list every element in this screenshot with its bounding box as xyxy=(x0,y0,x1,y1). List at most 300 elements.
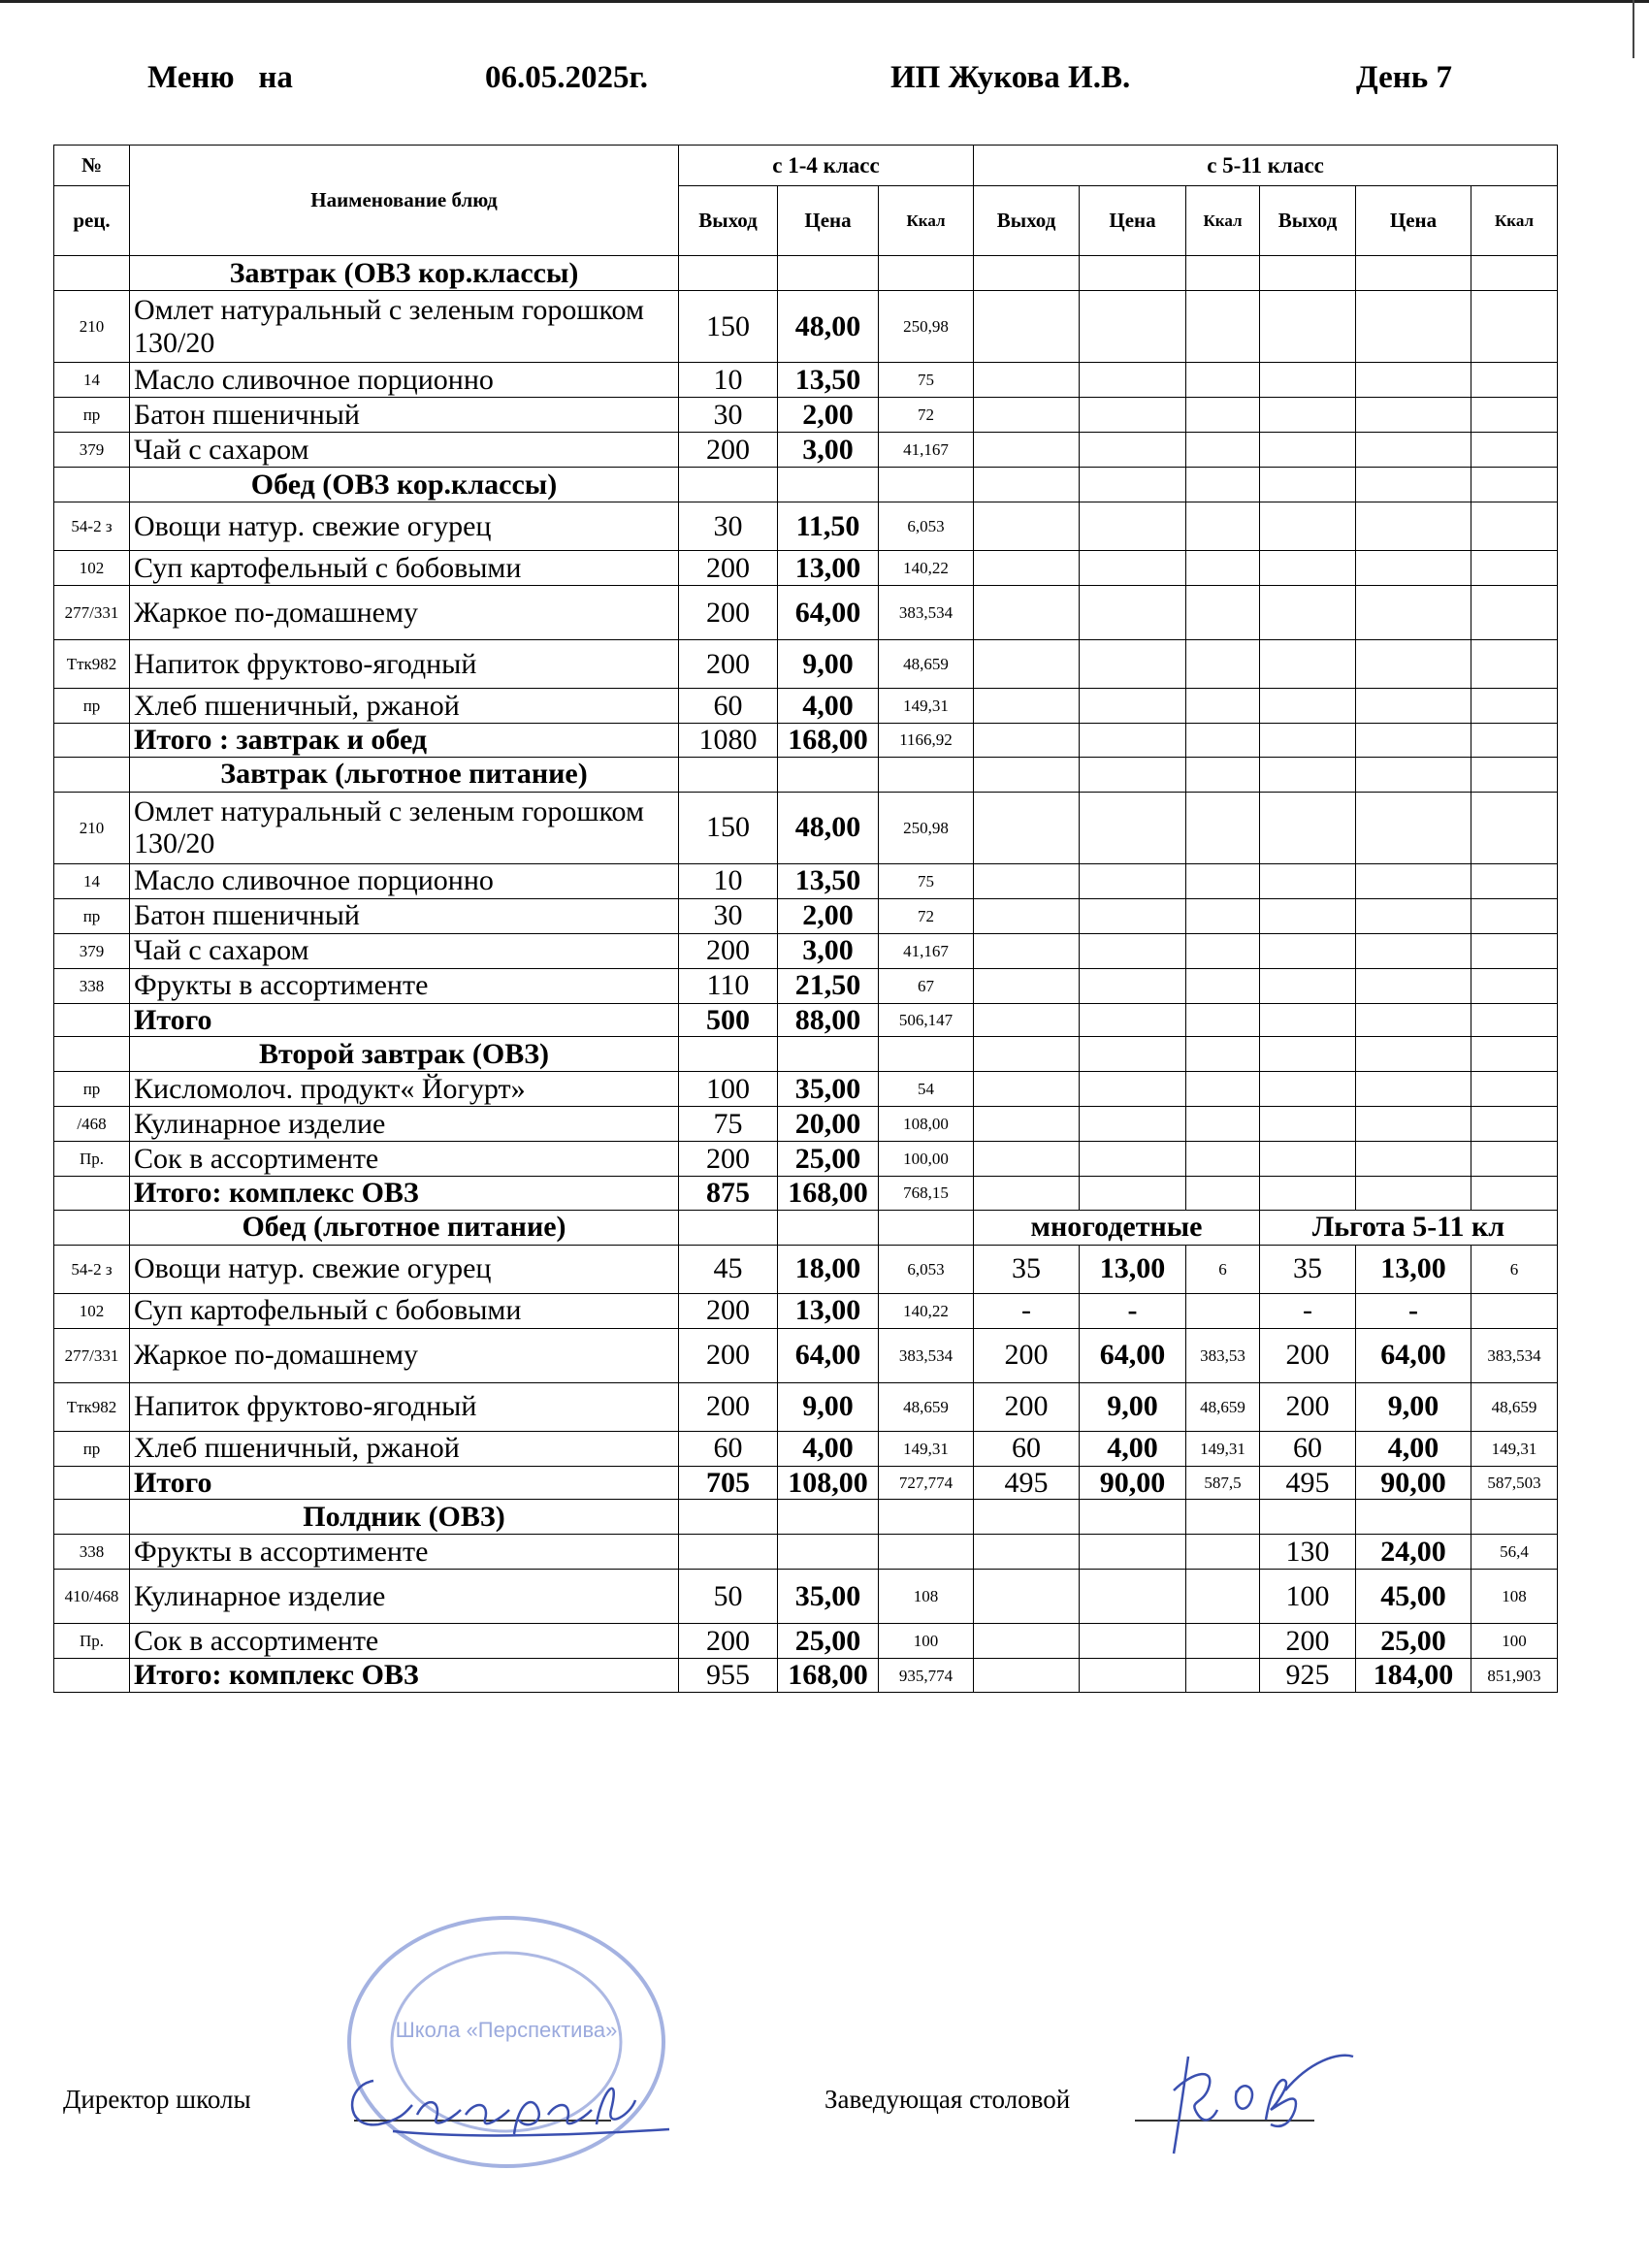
kcal-cell: 41,167 xyxy=(879,933,974,968)
price-cell xyxy=(1356,1177,1471,1211)
dish-row xyxy=(54,502,1558,551)
menu-date: 06.05.2025г. xyxy=(485,60,649,95)
kcal-cell: 75 xyxy=(879,863,974,898)
portion-cell: 10 xyxy=(679,363,778,398)
kcal-cell: 727,774 xyxy=(879,1466,974,1500)
portion-cell xyxy=(974,291,1080,363)
kcal-cell: 383,534 xyxy=(879,1328,974,1382)
empty-cell xyxy=(1471,468,1558,502)
kcal-cell: 54 xyxy=(879,1072,974,1107)
empty-cell xyxy=(1186,468,1260,502)
empty-cell xyxy=(1080,1500,1186,1535)
right-edge-line xyxy=(1633,0,1634,58)
portion-cell xyxy=(1260,433,1356,468)
empty-cell xyxy=(1356,1500,1471,1535)
menu-table xyxy=(53,145,1558,1693)
kcal-cell: 935,774 xyxy=(879,1659,974,1693)
price-cell xyxy=(778,1535,879,1570)
portion-cell xyxy=(974,1570,1080,1624)
portion-cell xyxy=(974,586,1080,640)
kcal-header: Ккал xyxy=(1471,186,1558,256)
price-cell: 64,00 xyxy=(778,586,879,640)
total-label: Итого : завтрак и обед xyxy=(130,724,679,758)
dish-row xyxy=(54,1142,1558,1177)
kcal-cell: 6,053 xyxy=(879,502,974,551)
empty-cell xyxy=(1080,757,1186,792)
empty-cell xyxy=(1260,757,1356,792)
portion-cell xyxy=(1260,968,1356,1003)
portion-cell: - xyxy=(1260,1293,1356,1328)
price-cell: 21,50 xyxy=(778,968,879,1003)
dish-name: Сок в ассортименте xyxy=(130,1624,679,1659)
recipe-number: 379 xyxy=(54,933,130,968)
empty-cell xyxy=(1186,256,1260,291)
kcal-cell xyxy=(1186,398,1260,433)
recipe-number: пр xyxy=(54,1072,130,1107)
portion-cell: 875 xyxy=(679,1177,778,1211)
recipe-number: пр xyxy=(54,1431,130,1466)
empty-cell xyxy=(1260,256,1356,291)
kcal-cell: 768,15 xyxy=(879,1177,974,1211)
kcal-cell: 383,53 xyxy=(1186,1328,1260,1382)
price-cell: 90,00 xyxy=(1356,1466,1471,1500)
price-cell: 20,00 xyxy=(778,1107,879,1142)
portion-cell: 50 xyxy=(679,1570,778,1624)
kcal-cell: 140,22 xyxy=(879,1293,974,1328)
price-cell xyxy=(1356,1003,1471,1037)
rec-cell xyxy=(54,757,130,792)
total-row xyxy=(54,1659,1558,1693)
section-row xyxy=(54,757,1558,792)
portion-cell: 955 xyxy=(679,1659,778,1693)
portion-cell xyxy=(974,1177,1080,1211)
kcal-cell: 48,659 xyxy=(1471,1382,1558,1431)
kcal-cell xyxy=(1186,724,1260,758)
recipe-number: 210 xyxy=(54,291,130,363)
price-cell xyxy=(1080,433,1186,468)
dish-row xyxy=(54,792,1558,863)
price-cell: 4,00 xyxy=(1356,1431,1471,1466)
empty-cell xyxy=(679,757,778,792)
dish-name: Батон пшеничный xyxy=(130,398,679,433)
dish-name: Масло сливочное порционно xyxy=(130,863,679,898)
recipe-number: пр xyxy=(54,689,130,724)
empty-cell xyxy=(1080,468,1186,502)
portion-cell xyxy=(1260,1003,1356,1037)
portion-cell xyxy=(1260,724,1356,758)
recipe-number: Пр. xyxy=(54,1624,130,1659)
recipe-number: 338 xyxy=(54,1535,130,1570)
kcal-cell: 72 xyxy=(879,898,974,933)
kcal-cell xyxy=(1471,1003,1558,1037)
price-cell xyxy=(1080,724,1186,758)
portion-cell: 30 xyxy=(679,898,778,933)
portion-cell xyxy=(1260,689,1356,724)
price-cell: 2,00 xyxy=(778,398,879,433)
kcal-cell xyxy=(1186,433,1260,468)
price-cell xyxy=(1080,1659,1186,1693)
portion-cell: 200 xyxy=(679,640,778,689)
kcal-cell: 72 xyxy=(879,398,974,433)
section-title: Полдник (ОВЗ) xyxy=(130,1500,679,1535)
dish-row xyxy=(54,968,1558,1003)
kcal-cell xyxy=(1186,898,1260,933)
portion-cell xyxy=(1260,1072,1356,1107)
kcal-cell xyxy=(1471,863,1558,898)
recipe-number xyxy=(54,1659,130,1693)
portion-cell: 200 xyxy=(974,1328,1080,1382)
portion-cell: 45 xyxy=(679,1245,778,1293)
empty-cell xyxy=(974,1037,1080,1072)
menu-label: Меню на xyxy=(147,60,293,95)
price-cell: 9,00 xyxy=(1356,1382,1471,1431)
price-cell: 4,00 xyxy=(778,689,879,724)
kcal-cell: 149,31 xyxy=(1186,1431,1260,1466)
recipe-number: 338 xyxy=(54,968,130,1003)
portion-cell: 60 xyxy=(679,1431,778,1466)
empty-cell xyxy=(679,468,778,502)
kcal-cell: 100,00 xyxy=(879,1142,974,1177)
dish-row xyxy=(54,689,1558,724)
empty-cell xyxy=(1471,1500,1558,1535)
kcal-cell: 1166,92 xyxy=(879,724,974,758)
dish-row xyxy=(54,433,1558,468)
portion-cell: 200 xyxy=(679,1382,778,1431)
kcal-cell xyxy=(1186,1107,1260,1142)
portion-cell xyxy=(974,724,1080,758)
kcal-cell: 48,659 xyxy=(879,640,974,689)
price-cell: 11,50 xyxy=(778,502,879,551)
empty-cell xyxy=(778,256,879,291)
section-title: Завтрак (ОВЗ кор.классы) xyxy=(130,256,679,291)
rec-header: рец. xyxy=(54,186,130,256)
kcal-cell: 149,31 xyxy=(879,689,974,724)
price-cell: 45,00 xyxy=(1356,1570,1471,1624)
empty-cell xyxy=(1471,757,1558,792)
price-cell xyxy=(1080,363,1186,398)
portion-cell: 200 xyxy=(974,1382,1080,1431)
price-cell: 64,00 xyxy=(1080,1328,1186,1382)
dish-name: Кисломолоч. продукт« Йогурт» xyxy=(130,1072,679,1107)
portion-cell: 30 xyxy=(679,398,778,433)
kcal-cell xyxy=(1471,1177,1558,1211)
empty-cell xyxy=(1356,256,1471,291)
kcal-cell xyxy=(1471,898,1558,933)
empty-cell xyxy=(974,468,1080,502)
portion-cell: 130 xyxy=(1260,1535,1356,1570)
empty-cell xyxy=(879,1210,974,1245)
portion-cell xyxy=(974,1659,1080,1693)
recipe-number: 14 xyxy=(54,863,130,898)
kcal-cell xyxy=(1471,1107,1558,1142)
portion-cell xyxy=(1260,898,1356,933)
price-cell: 4,00 xyxy=(1080,1431,1186,1466)
price-cell xyxy=(1356,863,1471,898)
portion-cell: 925 xyxy=(1260,1659,1356,1693)
kcal-cell xyxy=(1186,792,1260,863)
portion-cell xyxy=(974,792,1080,863)
recipe-number: пр xyxy=(54,898,130,933)
portion-cell: 500 xyxy=(679,1003,778,1037)
dish-row xyxy=(54,1293,1558,1328)
kcal-cell: 250,98 xyxy=(879,792,974,863)
price-header: Цена xyxy=(778,186,879,256)
price-cell xyxy=(1356,551,1471,586)
kcal-cell: 48,659 xyxy=(1186,1382,1260,1431)
kcal-cell xyxy=(1186,291,1260,363)
portion-cell xyxy=(974,689,1080,724)
num-header: № xyxy=(54,146,130,186)
stamp-text: Школа «Перспектива» xyxy=(395,2018,618,2042)
rec-cell xyxy=(54,256,130,291)
dish-name: Омлет натуральный с зеленым горошком 130/20 xyxy=(130,291,679,363)
empty-cell xyxy=(1260,1500,1356,1535)
price-cell: - xyxy=(1356,1293,1471,1328)
price-cell xyxy=(1080,1003,1186,1037)
kcal-cell xyxy=(1186,640,1260,689)
portion-cell xyxy=(974,363,1080,398)
price-cell: 24,00 xyxy=(1356,1535,1471,1570)
price-cell: 9,00 xyxy=(1080,1382,1186,1431)
portion-cell xyxy=(974,502,1080,551)
dish-name: Кулинарное изделие xyxy=(130,1107,679,1142)
kcal-cell xyxy=(1186,363,1260,398)
portion-cell: 495 xyxy=(1260,1466,1356,1500)
kcal-cell xyxy=(1471,1072,1558,1107)
canteen-label: Заведующая столовой xyxy=(824,2085,1071,2114)
price-cell xyxy=(1080,291,1186,363)
dish-row xyxy=(54,1624,1558,1659)
kcal-cell: 48,659 xyxy=(879,1382,974,1431)
portion-cell xyxy=(1260,1177,1356,1211)
portion-cell: 60 xyxy=(1260,1431,1356,1466)
price-cell xyxy=(1356,433,1471,468)
dish-name: Кулинарное изделие xyxy=(130,1570,679,1624)
portion-cell: 200 xyxy=(679,1328,778,1382)
empty-cell xyxy=(1080,256,1186,291)
director-signature xyxy=(335,2042,694,2149)
portion-cell xyxy=(1260,502,1356,551)
portion-cell xyxy=(974,1107,1080,1142)
kcal-cell: 75 xyxy=(879,363,974,398)
kcal-header: Ккал xyxy=(879,186,974,256)
price-cell xyxy=(1080,586,1186,640)
price-cell xyxy=(1080,1535,1186,1570)
kcal-cell xyxy=(1186,1570,1260,1624)
price-cell: 168,00 xyxy=(778,724,879,758)
kcal-cell xyxy=(1471,724,1558,758)
empty-cell xyxy=(1471,1037,1558,1072)
portion-cell: 200 xyxy=(679,933,778,968)
price-cell: 13,00 xyxy=(1080,1245,1186,1293)
empty-cell xyxy=(1356,468,1471,502)
recipe-number: пр xyxy=(54,398,130,433)
portion-cell: 200 xyxy=(1260,1328,1356,1382)
price-cell xyxy=(1080,863,1186,898)
recipe-number: 277/331 xyxy=(54,1328,130,1382)
empty-cell xyxy=(974,1500,1080,1535)
kcal-cell xyxy=(1186,1142,1260,1177)
price-cell: 9,00 xyxy=(778,640,879,689)
empty-cell xyxy=(1356,1037,1471,1072)
recipe-number: Пр. xyxy=(54,1142,130,1177)
dish-row xyxy=(54,898,1558,933)
kcal-cell: 383,534 xyxy=(879,586,974,640)
price-cell: 3,00 xyxy=(778,433,879,468)
recipe-number: 277/331 xyxy=(54,586,130,640)
empty-cell xyxy=(778,1210,879,1245)
kcal-cell xyxy=(1471,433,1558,468)
dish-name: Жаркое по-домашнему xyxy=(130,1328,679,1382)
section-row xyxy=(54,468,1558,502)
kcal-cell xyxy=(1186,689,1260,724)
price-cell xyxy=(1356,502,1471,551)
section-title: Второй завтрак (ОВЗ) xyxy=(130,1037,679,1072)
dish-name: Напиток фруктово-ягодный xyxy=(130,640,679,689)
portion-cell: 705 xyxy=(679,1466,778,1500)
price-cell xyxy=(1080,640,1186,689)
kcal-cell: 383,534 xyxy=(1471,1328,1558,1382)
dish-name: Овощи натур. свежие огурец xyxy=(130,1245,679,1293)
price-cell xyxy=(1356,291,1471,363)
portion-cell xyxy=(1260,1107,1356,1142)
kcal-cell xyxy=(1471,792,1558,863)
day-label: День 7 xyxy=(1356,60,1452,95)
dish-name: Чай с сахаром xyxy=(130,933,679,968)
price-cell: 25,00 xyxy=(778,1142,879,1177)
portion-cell xyxy=(1260,1142,1356,1177)
portion-cell: 200 xyxy=(679,1293,778,1328)
recipe-number: 379 xyxy=(54,433,130,468)
kcal-cell: 56,4 xyxy=(1471,1535,1558,1570)
recipe-number xyxy=(54,1177,130,1211)
empty-cell xyxy=(778,1037,879,1072)
total-row xyxy=(54,724,1558,758)
total-row xyxy=(54,1003,1558,1037)
total-label: Итого: комплекс ОВЗ xyxy=(130,1177,679,1211)
empty-cell xyxy=(679,256,778,291)
kcal-cell: 108,00 xyxy=(879,1107,974,1142)
portion-cell xyxy=(1260,640,1356,689)
portion-cell xyxy=(1260,792,1356,863)
kcal-cell: 41,167 xyxy=(879,433,974,468)
kcal-cell: 6 xyxy=(1186,1245,1260,1293)
kcal-cell xyxy=(1471,398,1558,433)
price-cell: 13,00 xyxy=(778,551,879,586)
empty-cell xyxy=(1356,757,1471,792)
price-cell: 2,00 xyxy=(778,898,879,933)
portion-cell: 10 xyxy=(679,863,778,898)
kcal-cell: 67 xyxy=(879,968,974,1003)
kcal-cell xyxy=(1471,551,1558,586)
dish-row xyxy=(54,1072,1558,1107)
dish-header: Наименование блюд xyxy=(130,146,679,256)
portion-cell: 75 xyxy=(679,1107,778,1142)
section-title: Обед (льготное питание) xyxy=(130,1210,679,1245)
recipe-number: 54-2 з xyxy=(54,1245,130,1293)
empty-cell xyxy=(1186,1500,1260,1535)
kcal-cell xyxy=(1186,863,1260,898)
price-cell xyxy=(1356,689,1471,724)
portion-cell xyxy=(974,898,1080,933)
empty-cell xyxy=(679,1210,778,1245)
section-row xyxy=(54,256,1558,291)
dish-name: Напиток фруктово-ягодный xyxy=(130,1382,679,1431)
rec-cell xyxy=(54,1210,130,1245)
recipe-number: 54-2 з xyxy=(54,502,130,551)
section-row xyxy=(54,1037,1558,1072)
portion-cell: 110 xyxy=(679,968,778,1003)
portion-cell xyxy=(1260,363,1356,398)
recipe-number: 410/468 xyxy=(54,1570,130,1624)
recipe-number: Ттк982 xyxy=(54,640,130,689)
dish-name: Батон пшеничный xyxy=(130,898,679,933)
grade-5-11-header: с 5-11 класс xyxy=(974,146,1558,186)
portion-cell xyxy=(974,968,1080,1003)
recipe-number: 102 xyxy=(54,1293,130,1328)
portion-cell xyxy=(974,1535,1080,1570)
price-cell: 90,00 xyxy=(1080,1466,1186,1500)
price-cell: 88,00 xyxy=(778,1003,879,1037)
kcal-cell xyxy=(1186,1535,1260,1570)
kcal-cell xyxy=(1186,1003,1260,1037)
kcal-cell: 100 xyxy=(879,1624,974,1659)
category-benefit-5-11: Льгота 5-11 кл xyxy=(1260,1210,1558,1245)
dish-name: Сок в ассортименте xyxy=(130,1142,679,1177)
dish-name: Суп картофельный с бобовыми xyxy=(130,1293,679,1328)
portion-cell: 200 xyxy=(1260,1624,1356,1659)
recipe-number xyxy=(54,1003,130,1037)
kcal-cell xyxy=(1186,1659,1260,1693)
price-cell xyxy=(1356,724,1471,758)
portion-cell xyxy=(974,1003,1080,1037)
total-label: Итого: комплекс ОВЗ xyxy=(130,1659,679,1693)
portion-cell xyxy=(974,1142,1080,1177)
price-cell: 64,00 xyxy=(1356,1328,1471,1382)
kcal-cell xyxy=(1186,968,1260,1003)
price-cell: 64,00 xyxy=(778,1328,879,1382)
rec-cell xyxy=(54,1500,130,1535)
dish-row xyxy=(54,1535,1558,1570)
dish-row xyxy=(54,291,1558,363)
kcal-cell xyxy=(1471,502,1558,551)
portion-cell: 200 xyxy=(1260,1382,1356,1431)
top-edge-line xyxy=(0,0,1649,3)
empty-cell xyxy=(679,1037,778,1072)
empty-cell xyxy=(1260,468,1356,502)
recipe-number: 14 xyxy=(54,363,130,398)
portion-cell xyxy=(679,1535,778,1570)
portion-cell: - xyxy=(974,1293,1080,1328)
price-cell: 13,50 xyxy=(778,863,879,898)
price-cell xyxy=(1356,898,1471,933)
portion-cell xyxy=(974,1072,1080,1107)
price-cell xyxy=(1080,933,1186,968)
empty-cell xyxy=(679,1500,778,1535)
portion-cell xyxy=(974,640,1080,689)
price-cell xyxy=(1356,792,1471,863)
kcal-cell xyxy=(1471,363,1558,398)
portion-cell xyxy=(1260,551,1356,586)
recipe-number xyxy=(54,724,130,758)
price-cell xyxy=(1080,551,1186,586)
grade-1-4-header: с 1-4 класс xyxy=(679,146,974,186)
price-cell xyxy=(1356,586,1471,640)
dish-name: Масло сливочное порционно xyxy=(130,363,679,398)
dish-row xyxy=(54,586,1558,640)
recipe-number: Ттк982 xyxy=(54,1382,130,1431)
recipe-number: /468 xyxy=(54,1107,130,1142)
